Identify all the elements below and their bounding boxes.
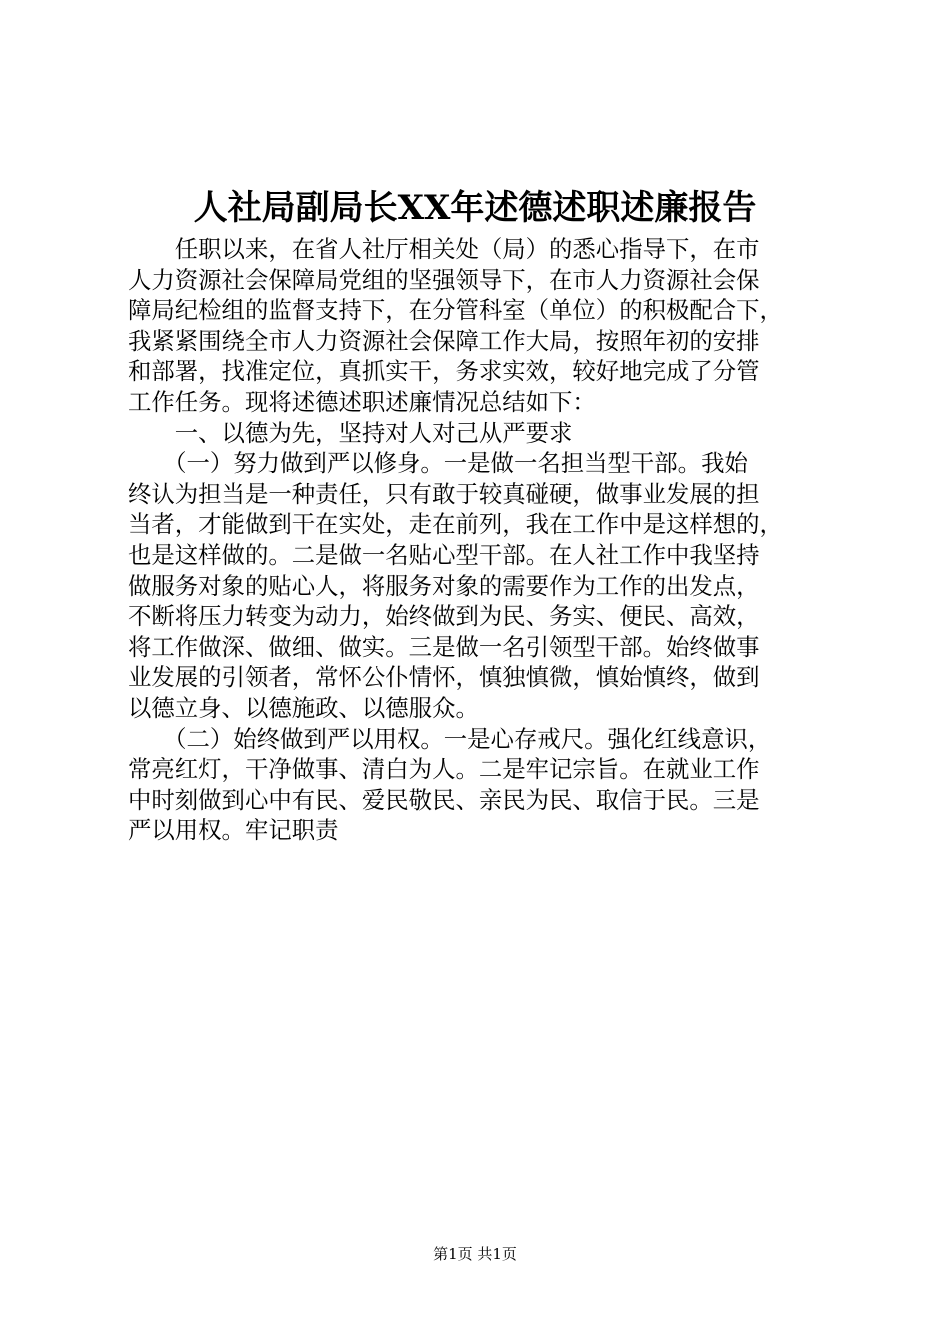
body-line: 做服务对象的贴心人，将服务对象的需要作为工作的出发点，: [128, 571, 760, 600]
body-line: （一）努力做到严以修身。一是做一名担当型干部。我始: [128, 449, 748, 478]
body-line: 任职以来，在省人社厅相关处（局）的悉心指导下，在市: [128, 235, 760, 263]
body-line: 中时刻做到心中有民、爱民敬民、亲民为民、取信于民。三是: [128, 785, 760, 814]
document-body: [128, 234, 828, 846]
body-line: 常亮红灯，干净做事、清白为人。二是牢记宗旨。在就业工作: [128, 755, 760, 784]
section-heading: 一、以德为先，坚持对人对己从严要求: [128, 418, 573, 447]
body-line: 工作任务。现将述德述职述廉情况总结如下：: [128, 387, 596, 416]
body-line: 业发展的引领者，常怀公仆情怀，慎独慎微，慎始慎终，做到: [128, 663, 760, 692]
body-line: 和部署，找准定位，真抓实干，务求实效，较好地完成了分管: [128, 357, 760, 386]
body-line: 不断将压力转变为动力，始终做到为民、务实、便民、高效，: [128, 602, 760, 631]
body-line: 障局纪检组的监督支持下，在分管科室（单位）的积极配合下，: [128, 296, 783, 325]
document-title: 人社局副局长XX年述德述职述廉报告: [193, 188, 757, 228]
body-line: 当者，才能做到干在实处，走在前列，我在工作中是这样想的，: [128, 510, 783, 539]
body-line: 将工作做深、做细、做实。三是做一名引领型干部。始终做事: [128, 632, 760, 661]
body-line: 严以用权。牢记职责: [128, 816, 339, 845]
body-line: 人力资源社会保障局党组的坚强领导下，在市人力资源社会保: [128, 265, 760, 294]
body-line: 以德立身、以德施政、以德服众。: [128, 693, 479, 722]
body-line: （二）始终做到严以用权。一是心存戒尺。强化红线意识，: [128, 724, 772, 753]
body-line: 终认为担当是一种责任，只有敢于较真碰硬，做事业发展的担: [128, 479, 760, 508]
page-footer: 第1页 共1页: [433, 1245, 517, 1263]
body-line: 也是这样做的。二是做一名贴心型干部。在人社工作中我坚持: [128, 540, 760, 569]
body-line: 我紧紧围绕全市人力资源社会保障工作大局，按照年初的安排: [128, 326, 760, 355]
